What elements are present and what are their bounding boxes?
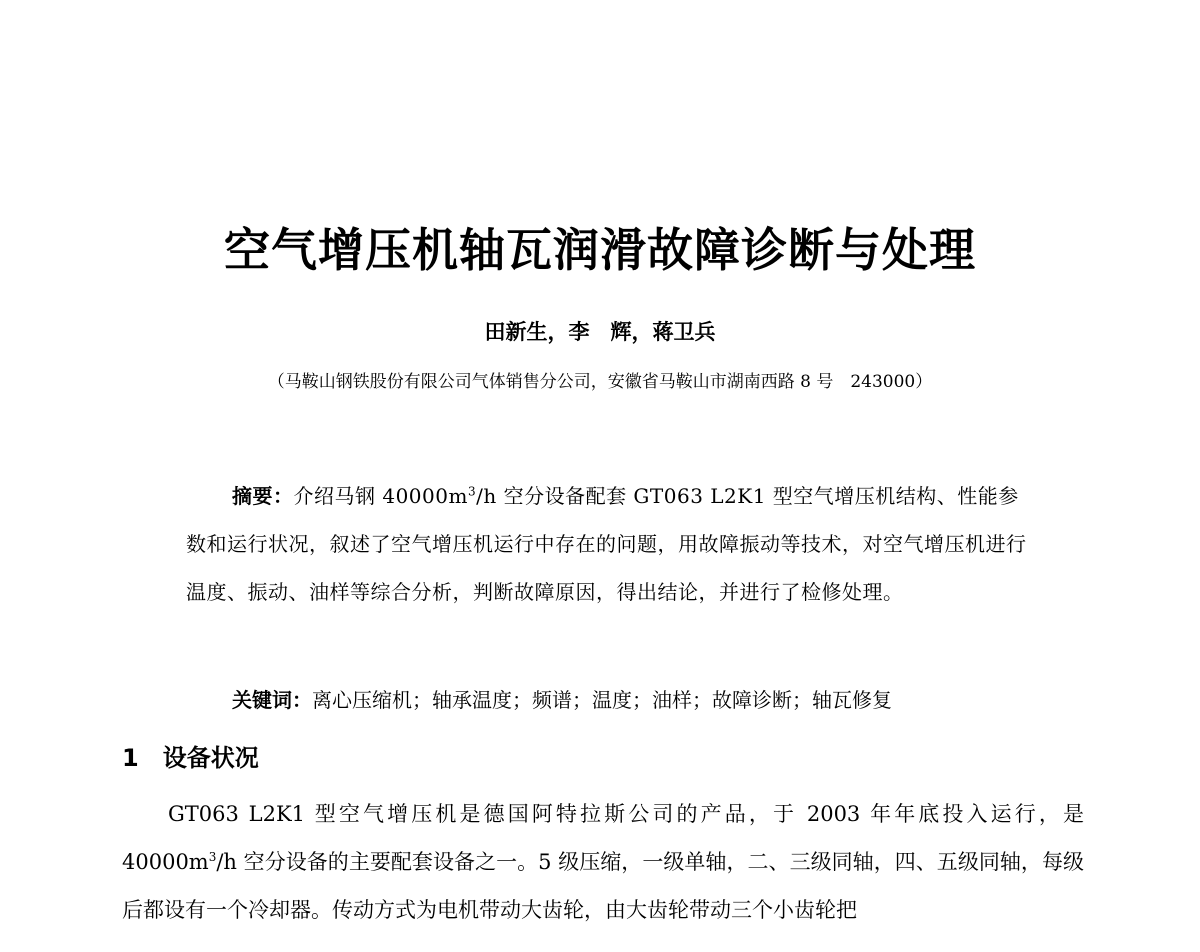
section-heading: 1 设备状况 bbox=[122, 744, 259, 772]
keywords bbox=[232, 678, 1062, 722]
abstract-label: 摘要： bbox=[232, 484, 294, 508]
keywords-text: 离心压缩机；轴承温度；频谱；温度；油样；故障诊断；轴瓦修复 bbox=[312, 688, 892, 712]
abstract-text-rest: /h 空分设备配套 GT063 L2K1 型空气增压机结构、性能参数和运行状况，叙述了空气增压机运行中存在的问题，用故障振动等技术，对空气增压机进行温度、振动、油样等综合分析，判断故障原因，得出结论，并进行了检修处理。 bbox=[186, 484, 1027, 604]
author-affiliation: （马鞍山钢铁股份有限公司气体销售分公司，安徽省马鞍山市湖南西路 8 号 243000） bbox=[267, 372, 933, 392]
paper-title: 空气增压机轴瓦润滑故障诊断与处理 bbox=[224, 223, 976, 277]
abstract bbox=[186, 472, 1036, 616]
abstract-text-start: 介绍马钢 40000m bbox=[293, 484, 468, 508]
section-paragraph bbox=[122, 790, 1084, 934]
paragraph-superscript: 3 bbox=[208, 850, 217, 864]
keywords-label: 关键词： bbox=[232, 688, 312, 712]
author-list: 田新生，李 辉，蒋卫兵 bbox=[484, 320, 716, 344]
paragraph-text-rest: /h 空分设备的主要配套设备之一。5 级压缩，一级单轴，二、三级同轴，四、五级同轴，每级后都设有一个冷却器。传动方式为电机带动大齿轮，由大齿轮带动三个小齿轮把 bbox=[122, 850, 1084, 922]
abstract-superscript: 3 bbox=[467, 484, 477, 499]
paragraph-text-start: GT063 L2K1 型空气增压机是德国阿特拉斯公司的产品，于 2003 年年底投入运行，是 40000m bbox=[122, 802, 1084, 874]
